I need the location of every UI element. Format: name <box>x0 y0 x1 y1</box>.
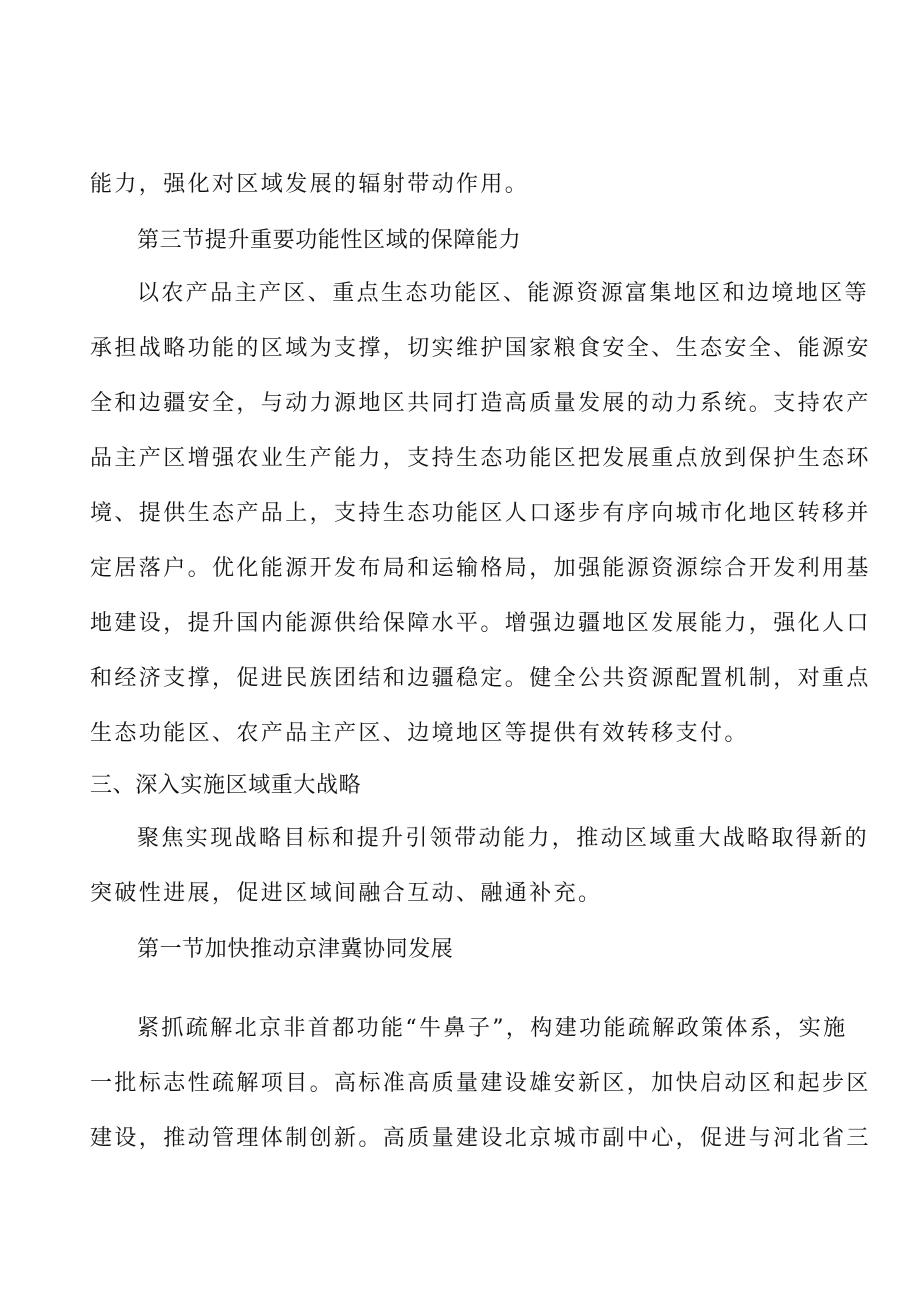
paragraph-line: 突破性进展，促进区域间融合互动、融通补充。 <box>90 881 603 906</box>
paragraph-line: 生态功能区、农产品主产区、边境地区等提供有效转移支付。 <box>90 721 749 746</box>
paragraph-line: 紧抓疏解北京非首都功能“牛鼻子”，构建功能疏解政策体系，实施 <box>137 1016 848 1041</box>
section-heading: 第三节提升重要功能性区域的保障能力 <box>137 228 522 253</box>
paragraph-line: 境、提供生态产品上，支持生态功能区人口逐步有序向城市化地区转移并 <box>90 501 871 526</box>
paragraph-line: 全和边疆安全，与动力源地区共同打造高质量发展的动力系统。支持农产 <box>90 391 871 416</box>
paragraph-line: 和经济支撑，促进民族团结和边疆稳定。健全公共资源配置机制，对重点 <box>90 666 871 691</box>
paragraph-line: 能力，强化对区域发展的辐射带动作用。 <box>90 172 530 197</box>
section-heading: 第一节加快推动京津冀协同发展 <box>137 937 454 962</box>
paragraph-line: 建设，推动管理体制创新。高质量建设北京城市副中心，促进与河北省三 <box>90 1126 871 1151</box>
part-heading: 三、深入实施区域重大战略 <box>90 773 362 798</box>
paragraph-line: 承担战略功能的区域为支撑，切实维护国家粮食安全、生态安全、能源安 <box>90 336 871 361</box>
paragraph-line: 一批标志性疏解项目。高标准高质量建设雄安新区，加快启动区和起步区 <box>90 1071 871 1096</box>
paragraph-line: 以农产品主产区、重点生态功能区、能源资源富集地区和边境地区等 <box>137 281 870 306</box>
paragraph-line: 品主产区增强农业生产能力，支持生态功能区把发展重点放到保护生态环 <box>90 446 871 471</box>
paragraph-line: 聚焦实现战略目标和提升引领带动能力，推动区域重大战略取得新的 <box>137 826 870 851</box>
paragraph-line: 地建设，提升国内能源供给保障水平。增强边疆地区发展能力，强化人口 <box>90 611 871 636</box>
paragraph-line: 定居落户。优化能源开发布局和运输格局，加强能源资源综合开发利用基 <box>90 556 871 581</box>
